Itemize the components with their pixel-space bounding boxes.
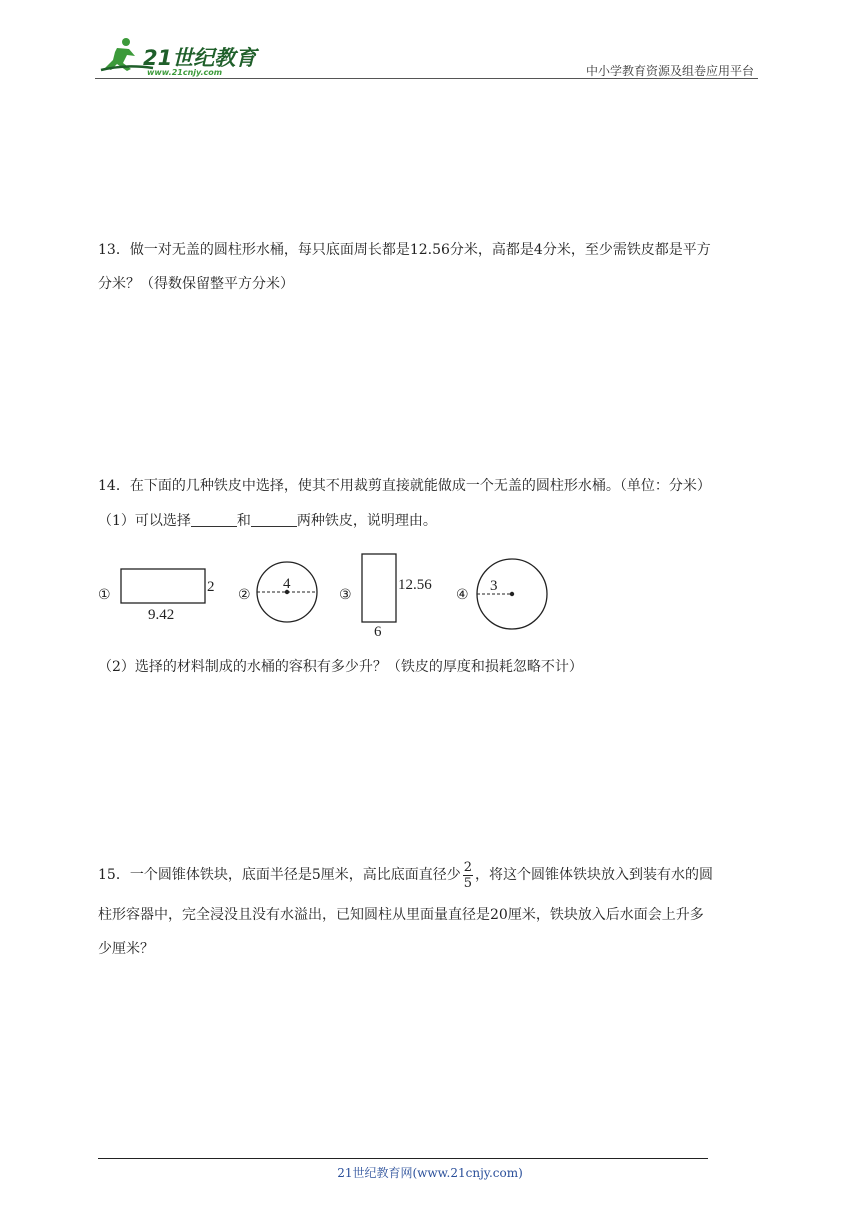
sheet-1-width-label: 9.42	[148, 607, 175, 623]
sub1-text-b: 和	[236, 513, 251, 529]
runner-logo-icon	[95, 36, 265, 78]
sheet-3-mark: ③	[339, 587, 352, 603]
question-15-number: 15．	[98, 867, 130, 883]
header-divider	[95, 78, 758, 79]
question-14-number: 14．	[98, 478, 130, 494]
sheet-4	[456, 559, 547, 629]
question-13-line1	[98, 240, 711, 260]
question-14-sub2: （2）选择的材料制成的水桶的容积有多少升？（铁皮的厚度和损耗忽略不计）	[98, 659, 583, 675]
sheet-3-height-label: 12.56	[398, 577, 432, 593]
site-logo	[95, 36, 265, 78]
footer-divider	[98, 1158, 708, 1159]
logo-url: www.21cnjy.com	[147, 68, 223, 77]
question-13-text-1: 做一对无盖的圆柱形水桶，每只底面周长都是12.56分米，高都是4分米，至少需铁皮都是平方	[129, 242, 711, 258]
footer-site: 21世纪教育网(www.21cnjy.com)	[337, 1166, 523, 1180]
fraction-two-fifths	[463, 860, 473, 891]
sheet-2	[238, 562, 317, 622]
question-15-text-b: ，将这个圆锥体铁块放入到装有水的圆	[475, 867, 714, 883]
question-13-number: 13．	[98, 242, 130, 258]
sub1-text-a: （1）可以选择	[98, 513, 191, 529]
question-13-line2: 分米？（得数保留整平方分米）	[98, 276, 294, 292]
sheet-3	[339, 554, 432, 640]
sheet-1-rectangle	[121, 569, 205, 603]
sheet-3-rectangle	[362, 554, 396, 622]
question-14-text-1: 在下面的几种铁皮中选择，使其不用裁剪直接就能做成一个无盖的圆柱形水桶。（单位：分米）	[129, 478, 711, 494]
sheet-1	[98, 569, 215, 623]
iron-sheet-figure	[98, 548, 568, 644]
sub1-text-c: 两种铁皮，说明理由。	[296, 513, 437, 529]
question-14-sub1	[98, 511, 437, 531]
sheet-3-width-label: 6	[374, 624, 382, 640]
question-15-line3: 少厘米？	[98, 941, 154, 957]
logo-text: 21世纪教育	[143, 46, 257, 70]
sheet-2-mark: ②	[238, 587, 251, 603]
sheet-1-height-label: 2	[207, 579, 215, 595]
answer-blank-2[interactable]	[251, 512, 297, 527]
sheet-1-mark: ①	[98, 587, 111, 603]
question-15-line2: 柱形容器中，完全浸没且没有水溢出，已知圆柱从里面量直径是20厘米，铁块放入后水面会上升多	[98, 907, 704, 923]
answer-blank-1[interactable]	[191, 512, 237, 527]
question-15-text-a: 一个圆锥体铁块，底面半径是5厘米，高比底面直径少	[129, 867, 461, 883]
question-14-line1	[98, 476, 711, 496]
sheet-4-radius-label: 3	[490, 578, 498, 594]
sheet-4-mark: ④	[456, 587, 469, 603]
sheet-2-diameter-label: 4	[283, 576, 291, 592]
fraction-numerator: 2	[463, 859, 473, 875]
fraction-denominator: 5	[463, 875, 473, 891]
question-15-line1	[98, 858, 713, 892]
platform-name: 中小学教育资源及组卷应用平台	[585, 64, 754, 78]
